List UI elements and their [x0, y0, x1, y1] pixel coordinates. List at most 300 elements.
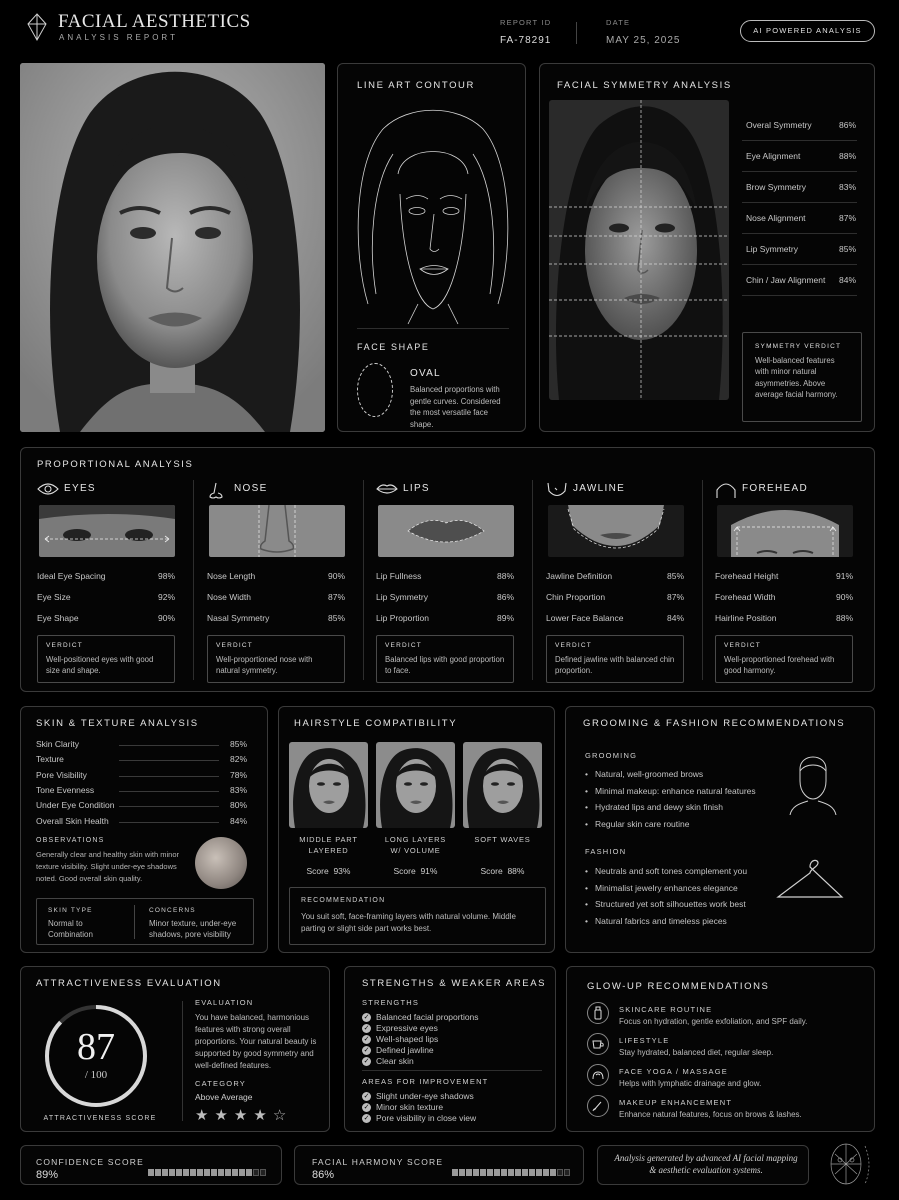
skin-metric-label: Tone Evenness [36, 784, 95, 795]
fashion-item: • Natural fabrics and timeless pieces [585, 916, 795, 926]
bar-segment [148, 1169, 154, 1176]
feature-verdict [37, 635, 175, 683]
skin-metric-row [36, 800, 247, 810]
app-title: FACIAL AESTHETICS [58, 11, 251, 32]
star-filled-icon: ★ [233, 1107, 254, 1124]
proportional-title: PROPORTIONAL ANALYSIS [37, 459, 194, 470]
star-empty-icon: ☆ [272, 1107, 293, 1124]
check-icon: ✓ [363, 1036, 370, 1044]
hairstyle-rec-title: RECOMMENDATION [301, 897, 386, 904]
skin-panel [20, 706, 268, 953]
bar-segment [501, 1169, 507, 1176]
eye-icon [37, 482, 59, 501]
feature-thumbnail [378, 505, 514, 557]
feature-verdict-title: VERDICT [216, 642, 253, 649]
strength-item [362, 1056, 547, 1067]
bar-segment [260, 1169, 266, 1176]
bar-segment [550, 1169, 556, 1176]
skin-metric-line [119, 745, 219, 746]
bar-segment [466, 1169, 472, 1176]
feature-verdict-title: VERDICT [724, 642, 761, 649]
symmetry-row-value: 86% [838, 120, 856, 130]
feature-metric-value: 89% [496, 613, 514, 623]
symmetry-row-label: Nose Alignment [746, 213, 806, 223]
hairstyle-rec-box [289, 887, 546, 945]
observations-title: OBSERVATIONS [36, 837, 105, 844]
glowup-item-text: Focus on hydration, gentle exfoliation, and SPF daily. [619, 1017, 808, 1026]
symmetry-row-value: 88% [838, 151, 856, 161]
feature-metric-label: Eye Size [37, 592, 71, 602]
fashion-item: • Structured yet soft silhouettes work best [585, 899, 795, 909]
bar-segment [155, 1169, 161, 1176]
feature-metric-value: 90% [835, 592, 853, 602]
feature-column-nose [203, 478, 363, 688]
feature-metric-label: Lip Fullness [376, 571, 422, 581]
confidence-panel [20, 1145, 282, 1185]
grooming-item: • Minimal makeup: enhance natural features [585, 786, 785, 796]
skin-metric-value: 85% [229, 739, 247, 749]
line-art-panel [337, 63, 526, 432]
symmetry-row-divider [742, 233, 857, 234]
oval-shape-icon [357, 363, 393, 417]
bar-segment [162, 1169, 168, 1176]
date-label: DATE [606, 18, 631, 27]
skin-title: SKIN & TEXTURE ANALYSIS [36, 718, 199, 729]
skin-metric-line [119, 822, 219, 823]
feature-metric-label: Forehead Width [715, 592, 776, 602]
glowup-item-title: MAKEUP ENHANCEMENT [619, 1098, 733, 1107]
symmetry-row-value: 85% [838, 244, 856, 254]
face-shape-desc: Balanced proportions with gentle curves. Considered the most versatile face shape. [410, 385, 501, 430]
fashion-item: • Neutrals and soft tones complement you [585, 866, 795, 876]
feature-verdict-title: VERDICT [385, 642, 422, 649]
brush-icon [587, 1095, 609, 1117]
observations-text: Generally clear and healthy skin with minor texture visibility. Slight under-eye shadows noted. Good overall skin quality. [36, 850, 179, 883]
main-portrait [20, 63, 325, 432]
header-divider [576, 22, 577, 44]
improve-item-text: Pore visibility in close view [376, 1113, 477, 1124]
feature-metric-label: Hairline Position [715, 613, 777, 623]
bar-segment [473, 1169, 479, 1176]
glowup-item-text: Stay hydrated, balanced diet, regular sleep. [619, 1048, 774, 1057]
symmetry-row-label: Brow Symmetry [746, 182, 806, 192]
feature-column-lips [372, 478, 532, 688]
hairstyle-panel [278, 706, 555, 953]
feature-metric-row [376, 592, 514, 602]
fashion-list [585, 866, 795, 932]
glowup-panel [566, 966, 875, 1132]
feature-metric-value: 92% [157, 592, 175, 602]
skin-metric-line [119, 760, 219, 761]
skin-metric-label: Under Eye Condition [36, 800, 115, 811]
skin-metric-line [119, 791, 219, 792]
head-icon [788, 749, 838, 815]
feature-thumbnail [209, 505, 345, 557]
symmetry-row [746, 151, 856, 161]
bar-segment [543, 1169, 549, 1176]
feature-metric-row [37, 592, 175, 602]
hairstyle-photo[interactable] [463, 742, 542, 828]
bar-segment [529, 1169, 535, 1176]
glowup-item-title: FACE YOGA / MASSAGE [619, 1067, 728, 1076]
feature-metric-value: 88% [835, 613, 853, 623]
feature-metric-label: Ideal Eye Spacing [37, 571, 106, 581]
symmetry-row [746, 244, 856, 254]
skin-type-label: SKIN TYPE [48, 907, 93, 914]
skin-metric-row [36, 785, 247, 795]
feature-column-eyes [33, 478, 193, 688]
strength-item [362, 1012, 547, 1023]
feature-thumbnail [717, 505, 853, 557]
strength-item-text: Balanced facial proportions [376, 1012, 479, 1022]
improve-item-text: Slight under-eye shadows [376, 1091, 474, 1101]
hairstyle-score: Score 91% [393, 866, 438, 876]
feature-verdict [376, 635, 514, 683]
glowup-title: GLOW-UP RECOMMENDATIONS [587, 981, 770, 992]
check-icon: ✓ [363, 1058, 370, 1066]
symmetry-row-label: Chin / Jaw Alignment [746, 275, 826, 285]
logo-icon [26, 12, 48, 42]
skin-metric-row [36, 816, 247, 826]
bar-segment [480, 1169, 486, 1176]
check-icon: ✓ [363, 1047, 370, 1055]
feature-metric-label: Nose Width [207, 592, 251, 602]
grooming-item: • Hydrated lips and dewy skin finish [585, 802, 785, 812]
bar-segment [487, 1169, 493, 1176]
feature-metric-row [207, 613, 345, 623]
bar-segment [557, 1169, 563, 1176]
feature-verdict-text: Well-proportioned nose with natural symmetry. [216, 655, 313, 676]
glowup-item-title: SKINCARE ROUTINE [619, 1005, 713, 1014]
feature-thumbnail [39, 505, 175, 557]
bar-segment [183, 1169, 189, 1176]
feature-divider [193, 480, 194, 680]
forehead-icon [715, 482, 737, 503]
improve-list [362, 1091, 547, 1124]
bar-segment [190, 1169, 196, 1176]
symmetry-verdict-text: Well-balanced features with minor natural asymmetries. Above average facial harmony. [755, 356, 838, 399]
hairstyle-name: SOFT WAVES [474, 835, 531, 844]
line-art-divider [357, 328, 509, 329]
improve-item [362, 1102, 547, 1113]
symmetry-row [746, 120, 856, 130]
check-icon: ✓ [363, 1115, 370, 1123]
strength-item [362, 1023, 547, 1034]
feature-metric-label: Chin Proportion [546, 592, 606, 602]
strengths-title: STRENGTHS & WEAKER AREAS [362, 978, 547, 989]
symmetry-row-divider [742, 140, 857, 141]
feature-verdict-text: Defined jawline with balanced chin proportion. [555, 655, 675, 676]
strength-item-text: Clear skin [376, 1056, 414, 1067]
skin-metric-value: 83% [229, 784, 247, 795]
improve-item-text: Minor skin texture [376, 1102, 444, 1113]
confidence-label: CONFIDENCE SCORE [36, 1157, 144, 1167]
skin-metric-row [36, 754, 247, 764]
feature-verdict-title: VERDICT [46, 642, 83, 649]
feature-verdict [207, 635, 345, 683]
strength-item-text: Defined jawline [376, 1045, 434, 1056]
feature-metric-row [207, 592, 345, 602]
feature-thumbnail [548, 505, 684, 557]
symmetry-row-value: 83% [838, 182, 856, 192]
feature-metric-label: Forehead Height [715, 571, 779, 581]
fashion-item: • Minimalist jewelry enhances elegance [585, 883, 795, 893]
skin-type-value: Normal to Combination [48, 919, 93, 940]
feature-metric-row [715, 592, 853, 602]
strengths-list [362, 1012, 547, 1067]
bar-segment [536, 1169, 542, 1176]
feature-metric-value: 87% [327, 592, 345, 602]
bottle-icon [587, 1002, 609, 1024]
grooming-label: GROOMING [585, 751, 638, 760]
skin-metric-label: Overall Skin Health [36, 815, 109, 826]
glowup-item-text: Enhance natural features, focus on brows & lashes. [619, 1110, 802, 1119]
bar-segment [459, 1169, 465, 1176]
footer-note: Analysis generated by advanced AI facial mapping & aesthetic evaluation systems. [614, 1153, 798, 1176]
feature-name: LIPS [403, 483, 430, 494]
feature-metric-row [715, 613, 853, 623]
face-mesh-icon [821, 1142, 875, 1188]
feature-metric-value: 85% [666, 571, 684, 581]
star-filled-icon: ★ [195, 1107, 215, 1124]
hairstyle-title: HAIRSTYLE COMPATIBILITY [294, 718, 458, 729]
grooming-item: • Natural, well-groomed brows [585, 769, 785, 779]
hairstyle-photo[interactable] [289, 742, 368, 828]
symmetry-row [746, 182, 856, 192]
skin-metric-value: 78% [229, 769, 247, 780]
ai-badge-label: AI POWERED ANALYSIS [753, 26, 862, 35]
improve-item [362, 1113, 547, 1124]
hairstyle-score: Score 88% [480, 866, 525, 876]
feature-metric-value: 88% [496, 571, 514, 581]
strengths-panel [344, 966, 556, 1132]
symmetry-row-label: Overal Symmetry [746, 120, 812, 130]
proportional-panel [20, 447, 875, 692]
check-icon: ✓ [363, 1104, 370, 1112]
attractiveness-title: ATTRACTIVENESS EVALUATION [36, 978, 222, 989]
bar-segment [246, 1169, 252, 1176]
feature-column-forehead [711, 478, 871, 688]
check-icon: ✓ [363, 1093, 370, 1100]
feature-metric-label: Jawline Definition [546, 571, 613, 581]
skin-info-divider [134, 905, 135, 939]
skin-closeup [195, 837, 247, 889]
feature-metric-label: Nose Length [207, 571, 256, 581]
feature-metric-row [376, 571, 514, 581]
grooming-title: GROOMING & FASHION RECOMMENDATIONS [583, 718, 846, 729]
feature-metric-value: 98% [157, 571, 175, 581]
nose-icon [207, 482, 225, 505]
skin-metric-line [119, 776, 219, 777]
symmetry-verdict-title: SYMMETRY VERDICT [755, 343, 842, 350]
bar-segment [522, 1169, 528, 1176]
bar-segment [239, 1169, 245, 1176]
feature-verdict-text: Well-proportioned forehead with good harmony. [724, 655, 835, 676]
hairstyle-name: MIDDLE PART LAYERED [299, 835, 358, 855]
hand-icon [587, 1064, 609, 1086]
glowup-item-text: Helps with lymphatic drainage and glow. [619, 1079, 762, 1088]
line-art-title: LINE ART CONTOUR [357, 80, 475, 91]
face-shape-value: OVAL [410, 368, 441, 379]
skin-metric-value: 84% [229, 815, 247, 826]
category-label: CATEGORY [195, 1079, 246, 1088]
skin-metric-line [119, 806, 219, 807]
symmetry-row [746, 213, 856, 223]
feature-metric-value: 90% [157, 613, 175, 623]
confidence-bar [148, 1163, 278, 1172]
symmetry-verdict [742, 332, 862, 422]
feature-metric-label: Lower Face Balance [546, 613, 624, 623]
star-filled-icon: ★ [253, 1107, 273, 1124]
skin-metric-label: Texture [36, 754, 64, 765]
feature-metric-value: 85% [327, 613, 345, 623]
harmony-panel [294, 1145, 584, 1185]
strength-item [362, 1034, 547, 1045]
hairstyle-name: LONG LAYERS W/ VOLUME [384, 835, 447, 855]
bar-segment [253, 1169, 259, 1176]
star-rating [195, 1106, 292, 1124]
feature-metric-value: 90% [327, 571, 345, 581]
lips-icon [376, 482, 398, 500]
feature-verdict-title: VERDICT [555, 642, 592, 649]
bar-segment [176, 1169, 182, 1176]
bar-segment [564, 1169, 570, 1176]
glowup-item-title: LIFESTYLE [619, 1036, 670, 1045]
concerns-label: CONCERNS [149, 907, 196, 914]
hanger-icon [774, 853, 846, 903]
strength-item [362, 1045, 547, 1056]
harmony-bar [452, 1163, 582, 1172]
evaluation-text: You have balanced, harmonious features with strong overall proportions. Your natural beauty is supported by good symmetry and well-defined features. [195, 1013, 317, 1070]
hairstyle-photo[interactable] [376, 742, 455, 828]
symmetry-row-label: Lip Symmetry [746, 244, 798, 254]
skin-metric-value: 82% [229, 754, 247, 765]
feature-metric-value: 91% [835, 571, 853, 581]
feature-verdict [546, 635, 684, 683]
bar-segment [204, 1169, 210, 1176]
grooming-list [585, 769, 785, 835]
grooming-panel [565, 706, 875, 953]
feature-divider [702, 480, 703, 680]
feature-metric-label: Eye Shape [37, 613, 79, 623]
feature-metric-label: Nasal Symmetry [207, 613, 270, 623]
skin-metric-value: 80% [229, 800, 247, 811]
symmetry-row-divider [742, 202, 857, 203]
feature-metric-label: Lip Symmetry [376, 592, 428, 602]
report-id-label: REPORT ID [500, 18, 552, 27]
symmetry-row-value: 84% [838, 275, 856, 285]
skin-metric-row [36, 770, 247, 780]
feature-metric-label: Lip Proportion [376, 613, 429, 623]
improve-label: AREAS FOR IMPROVEMENT [362, 1077, 489, 1086]
symmetry-row-divider [742, 295, 857, 296]
confidence-value: 89% [36, 1169, 59, 1181]
bar-segment [211, 1169, 217, 1176]
face-shape-title: FACE SHAPE [357, 342, 430, 352]
line-art-drawing [348, 104, 518, 329]
symmetry-row-divider [742, 264, 857, 265]
hairstyle-score: Score 93% [306, 866, 351, 876]
harmony-label: FACIAL HARMONY SCORE [312, 1157, 444, 1167]
symmetry-row-label: Eye Alignment [746, 151, 801, 161]
hairstyle-rec-text: You suit soft, face-framing layers with natural volume. Middle parting or slight side part works best. [301, 912, 516, 933]
feature-metric-value: 87% [666, 592, 684, 602]
harmony-value: 86% [312, 1169, 335, 1181]
feature-verdict-text: Well-positioned eyes with good size and shape. [46, 655, 154, 676]
report-id: FA-78291 [500, 35, 552, 46]
evaluation-label: EVALUATION [195, 998, 254, 1007]
strength-item-text: Well-shaped lips [376, 1034, 439, 1045]
feature-metric-row [546, 571, 684, 581]
feature-name: EYES [64, 483, 96, 494]
skin-metric-label: Skin Clarity [36, 739, 79, 749]
strengths-divider [362, 1070, 542, 1071]
feature-metric-value: 84% [666, 613, 684, 623]
symmetry-row-divider [742, 171, 857, 172]
score-out-of: / 100 [84, 1069, 108, 1081]
attractiveness-divider [182, 1001, 183, 1121]
feature-verdict-text: Balanced lips with good proportion to face. [385, 655, 505, 676]
check-icon: ✓ [363, 1014, 370, 1021]
app-subtitle: ANALYSIS REPORT [59, 33, 178, 42]
strength-item-text: Expressive eyes [376, 1023, 438, 1034]
feature-metric-row [207, 571, 345, 581]
symmetry-row [746, 275, 856, 285]
feature-column-jawline [542, 478, 702, 688]
skin-metric-row [36, 739, 247, 749]
fashion-label: FASHION [585, 847, 627, 856]
star-filled-icon: ★ [214, 1107, 234, 1124]
bar-segment [197, 1169, 203, 1176]
bar-segment [225, 1169, 231, 1176]
bar-segment [169, 1169, 175, 1176]
feature-metric-row [546, 613, 684, 623]
skin-metric-label: Pore Visibility [36, 769, 87, 780]
strengths-label: STRENGTHS [362, 998, 420, 1007]
check-icon: ✓ [363, 1025, 370, 1033]
bar-segment [494, 1169, 500, 1176]
cup-icon [587, 1033, 609, 1055]
report-date: MAY 25, 2025 [606, 35, 681, 46]
feature-name: JAWLINE [573, 483, 626, 494]
symmetry-panel [539, 63, 875, 432]
bar-segment [452, 1169, 458, 1176]
jawline-icon [546, 482, 568, 505]
attractiveness-panel [20, 966, 330, 1132]
bar-segment [508, 1169, 514, 1176]
symmetry-photo [549, 100, 729, 400]
feature-divider [363, 480, 364, 680]
feature-metric-row [546, 592, 684, 602]
feature-name: FOREHEAD [742, 483, 808, 494]
feature-metric-row [37, 571, 175, 581]
category-value: Above Average [195, 1092, 253, 1102]
grooming-item: • Regular skin care routine [585, 819, 785, 829]
feature-metric-value: 86% [496, 592, 514, 602]
feature-divider [532, 480, 533, 680]
concerns-value: Minor texture, under-eye shadows, pore visibility [149, 919, 237, 940]
score-value: 87 [77, 1026, 115, 1068]
feature-metric-row [376, 613, 514, 623]
feature-verdict [715, 635, 853, 683]
bar-segment [218, 1169, 224, 1176]
ai-badge[interactable] [740, 20, 875, 42]
bar-segment [232, 1169, 238, 1176]
feature-metric-row [37, 613, 175, 623]
bar-segment [515, 1169, 521, 1176]
symmetry-row-value: 87% [838, 213, 856, 223]
feature-name: NOSE [234, 483, 268, 494]
